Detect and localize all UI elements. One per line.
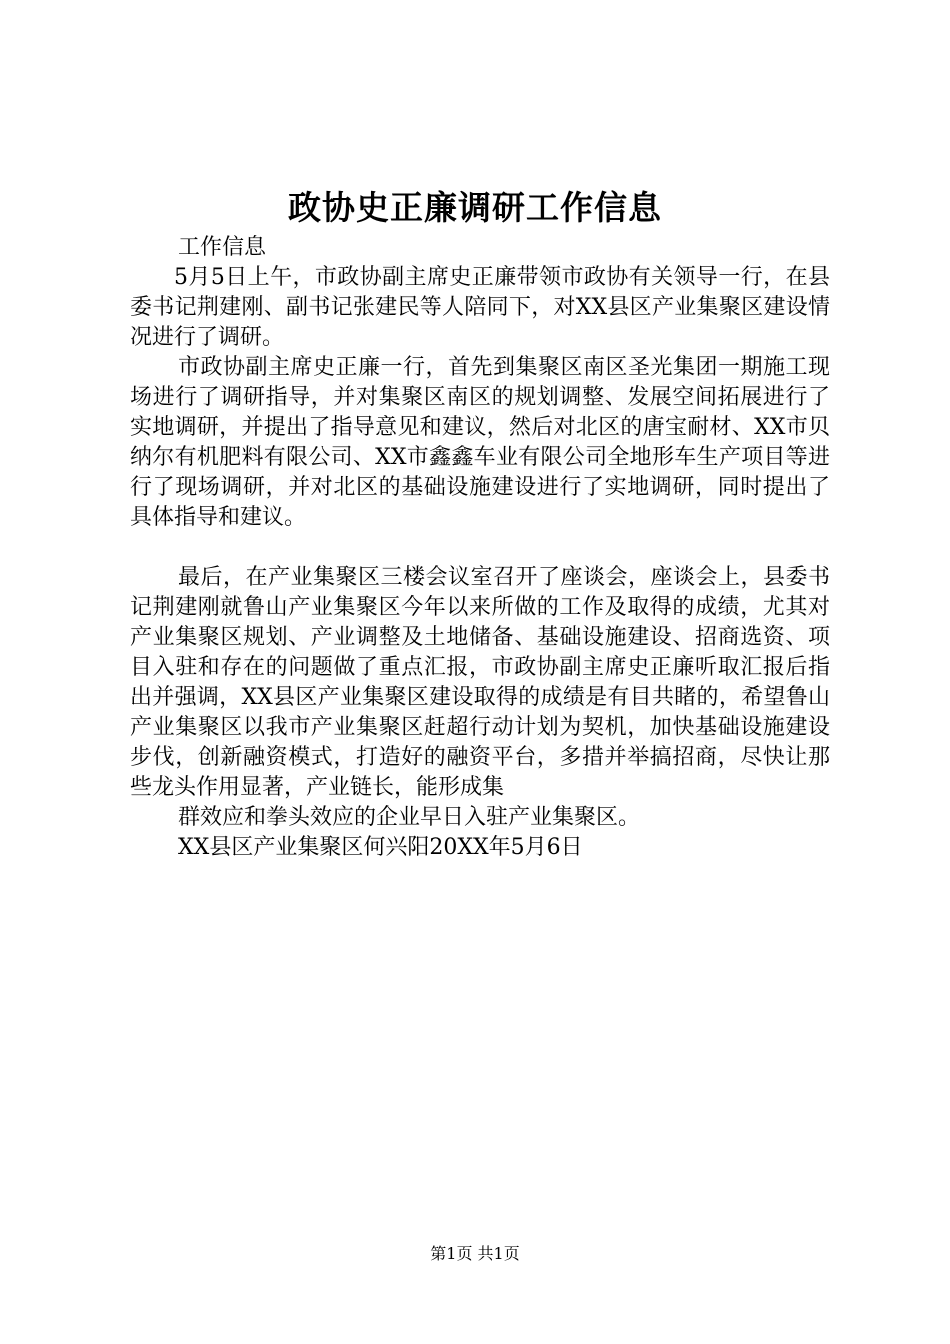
subtitle-line: 工作信息: [178, 235, 267, 260]
paragraph-2: 市政协副主席史正廉一行，首先到集聚区南区圣光集团一期施工现场进行了调研指导，并对集聚区南区的规划调整、发展空间拓展进行了实地调研，并提出了指导意见和建议，然后对北区的唐宝耐材、XX市贝纳尔有机肥料有限公司、XX市鑫鑫车业有限公司全地形车生产项目等进行了现场调研，并对北区的基础设施建设进行了实地调研，同时提出了具体指导和建议。: [130, 355, 830, 530]
page-footer: 第1页 共1页: [430, 1244, 520, 1263]
paragraph-1: 5月5日上午，市政协副主席史正廉带领市政协有关领导一行，在县委书记荆建刚、副书记张建民等人陪同下，对XX县区产业集聚区建设情况进行了调研。: [130, 265, 830, 350]
paragraph-4: 群效应和拳头效应的企业早日入驻产业集聚区。: [178, 805, 641, 830]
signature-line: XX县区产业集聚区何兴阳20XX年5月6日: [178, 835, 583, 860]
paragraph-3: 最后，在产业集聚区三楼会议室召开了座谈会，座谈会上，县委书记荆建刚就鲁山产业集聚区今年以来所做的工作及取得的成绩，尤其对产业集聚区规划、产业调整及土地储备、基础设施建设、招商选资、项目入驻和存在的问题做了重点汇报，市政协副主席史正廉听取汇报后指出并强调，XX县区产业集聚区建设取得的成绩是有目共睹的，希望鲁山产业集聚区以我市产业集聚区赶超行动计划为契机，加快基础设施建设步伐，创新融资模式，打造好的融资平台，多措并举搞招商，尽快让那些龙头作用显著，产业链长，能形成集: [130, 565, 830, 800]
paragraph-spacer: [130, 533, 830, 563]
document-body: [130, 233, 830, 863]
document-title: 政协史正廉调研工作信息: [288, 188, 662, 227]
